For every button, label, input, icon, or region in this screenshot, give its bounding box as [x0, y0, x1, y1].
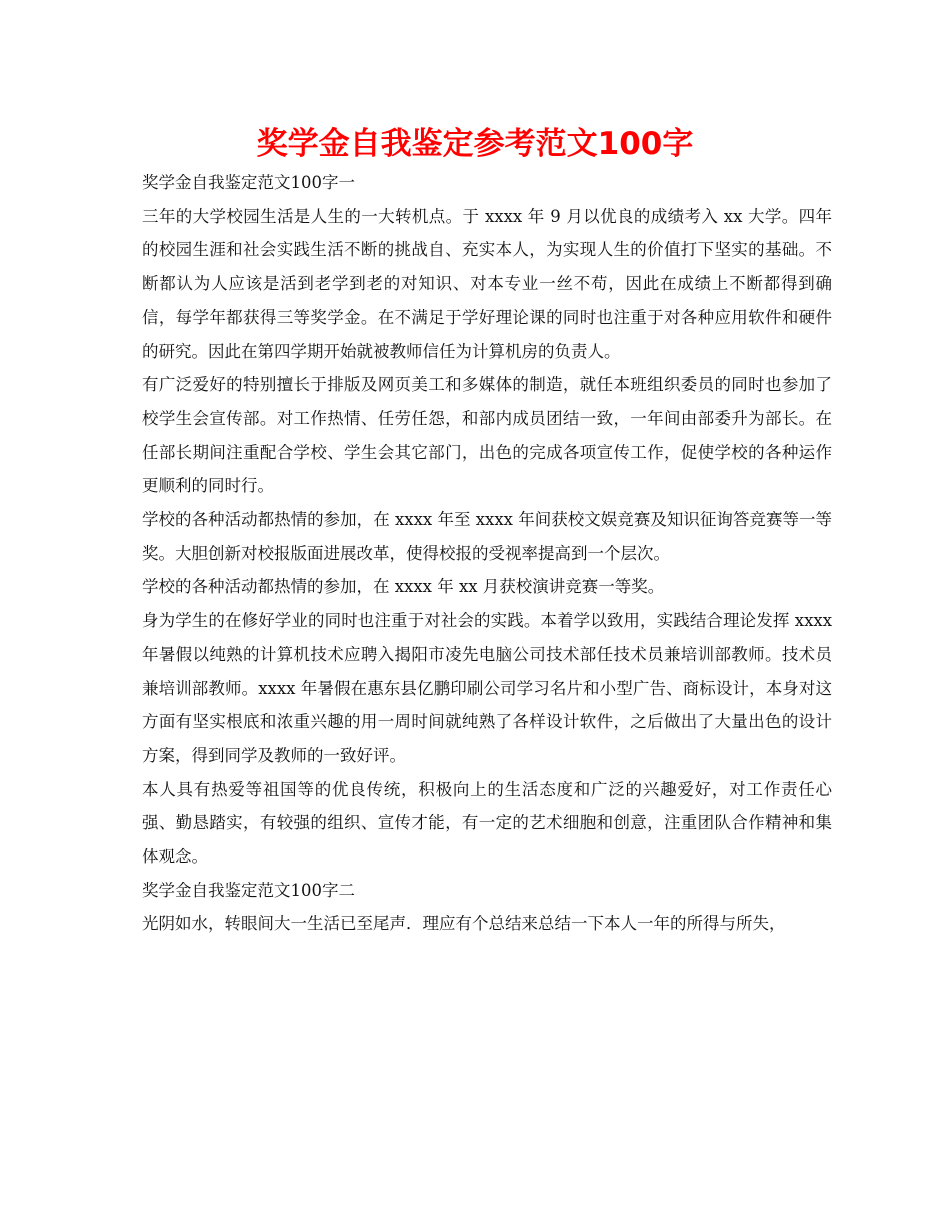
paragraph-activities-2: 学校的各种活动都热情的参加，在 xxxx 年 xx 月获校演讲竞赛一等奖。: [142, 577, 665, 597]
section-heading-2: 奖学金自我鉴定范文100字二: [142, 880, 355, 900]
paragraph-summary: 光阴如水，转眼间大一生活已至尾声．理应有个总结来总结一下本人一年的所得与所失，: [142, 914, 786, 934]
section-heading-1: 奖学金自我鉴定范文100字一: [142, 173, 355, 192]
paragraph-social-practice: 身为学生的在修好学业的同时也注重于对社会的实践。本着学以致用，实践结合理论发挥 xxxx 年暑假以纯熟的计算机技术应聘入揭阳市凌先电脑公司技术部任技术员兼培训部教师。技术员兼培训部教师。xxxx 年暑假在惠东县亿鹏印刷公司学习名片和小型广告、商标设计，本身对这方面有坚实根底和浓重兴趣的用一周时间就纯熟了各样设计软件，之后做出了大量出色的设计方案，得到同学及教师的一致好评。: [142, 611, 832, 765]
document-body: [142, 166, 832, 941]
document-title: 奖学金自我鉴定参考范文100字: [256, 126, 694, 162]
paragraph-activities-1: 学校的各种活动都热情的参加，在 xxxx 年至 xxxx 年间获校文娱竞赛及知识征询答竞赛等一等奖。大胆创新对校报版面进展改革，使得校报的受视率提高到一个层次。: [142, 510, 832, 563]
paragraph-character: 本人具有热爱等祖国等的优良传统，积极向上的生活态度和广泛的兴趣爱好，对工作责任心强、勤恳踏实，有较强的组织、宣传才能，有一定的艺术细胞和创意，注重团队合作精神和集体观念。: [142, 779, 832, 867]
paragraph-campus-life: 三年的大学校园生活是人生的一大转机点。于 xxxx 年 9 月以优良的成绩考入 xx 大学。四年的校园生涯和社会实践生活不断的挑战自、充实本人，为实现人生的价值打下坚实的基础。不断都认为人应该是活到老学到老的对知识、对本专业一丝不苟，因此在成绩上不断都得到确信，每学年都获得三等奖学金。在不满足于学好理论课的同时也注重于对各种应用软件和硬件的研究。因此在第四学期开始就被教师信任为计算机房的负责人。: [142, 206, 832, 361]
paragraph-hobbies: 有广泛爱好的特别擅长于排版及网页美工和多媒体的制造，就任本班组织委员的同时也参加了校学生会宣传部。对工作热情、任劳任怨，和部内成员团结一致，一年间由部委升为部长。在任部长期间注重配合学校、学生会其它部门，出色的完成各项宣传工作，促使学校的各种运作更顺利的同时行。: [142, 375, 832, 496]
